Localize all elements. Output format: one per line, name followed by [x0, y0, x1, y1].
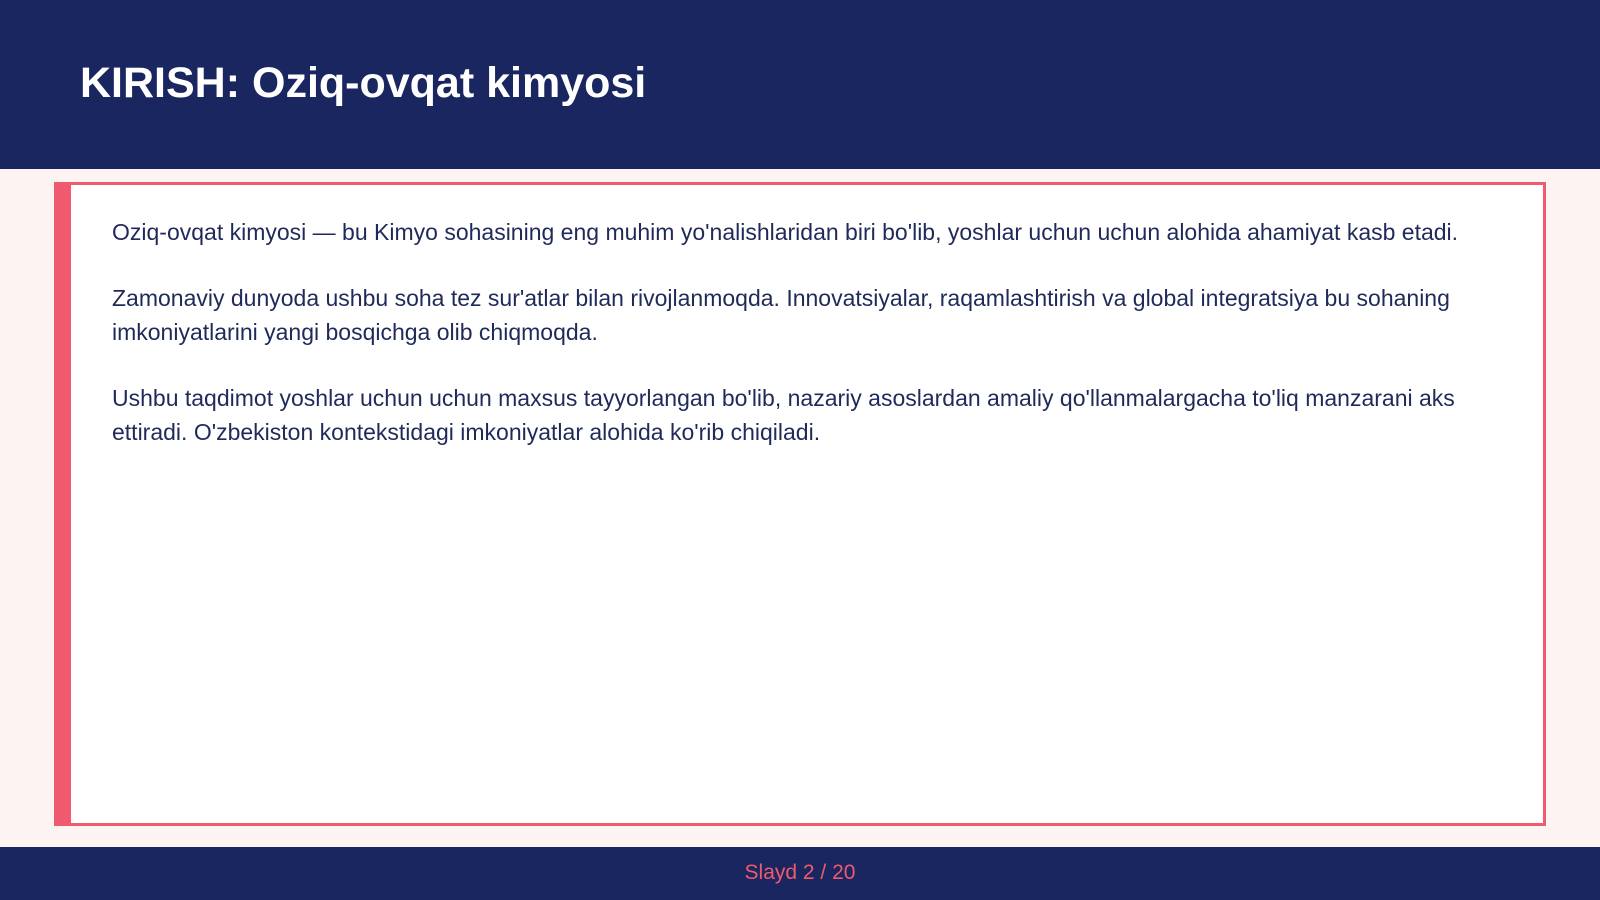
content-card	[54, 182, 1546, 826]
header-bar	[0, 0, 1600, 169]
content-body	[112, 215, 1493, 481]
footer-bar	[0, 847, 1600, 900]
paragraph-presentation-purpose: Ushbu taqdimot yoshlar uchun uchun maxsus tayyorlangan bo'lib, nazariy asoslardan amaliy qo'llanmalargacha to'liq manzarani aks ettiradi. O'zbekiston kontekstidagi imkoniyatlar alohida ko'rib chiqiladi.	[112, 385, 1455, 445]
paragraph-intro: Oziq-ovqat kimyosi — bu Kimyo sohasining eng muhim yo'nalishlaridan biri bo'lib, yoshlar uchun uchun alohida ahamiyat kasb etadi.	[112, 219, 1459, 245]
paragraph-modern-world: Zamonaviy dunyoda ushbu soha tez sur'atlar bilan rivojlanmoqda. Innovatsiyalar, raqamlashtirish va global integratsiya bu sohaning imkoniyatlarini yangi bosqichga olib chiqmoqda.	[112, 285, 1450, 345]
slide-counter: Slayd 2 / 20	[744, 861, 856, 884]
slide-title: KIRISH: Oziq-ovqat kimyosi	[80, 59, 647, 107]
